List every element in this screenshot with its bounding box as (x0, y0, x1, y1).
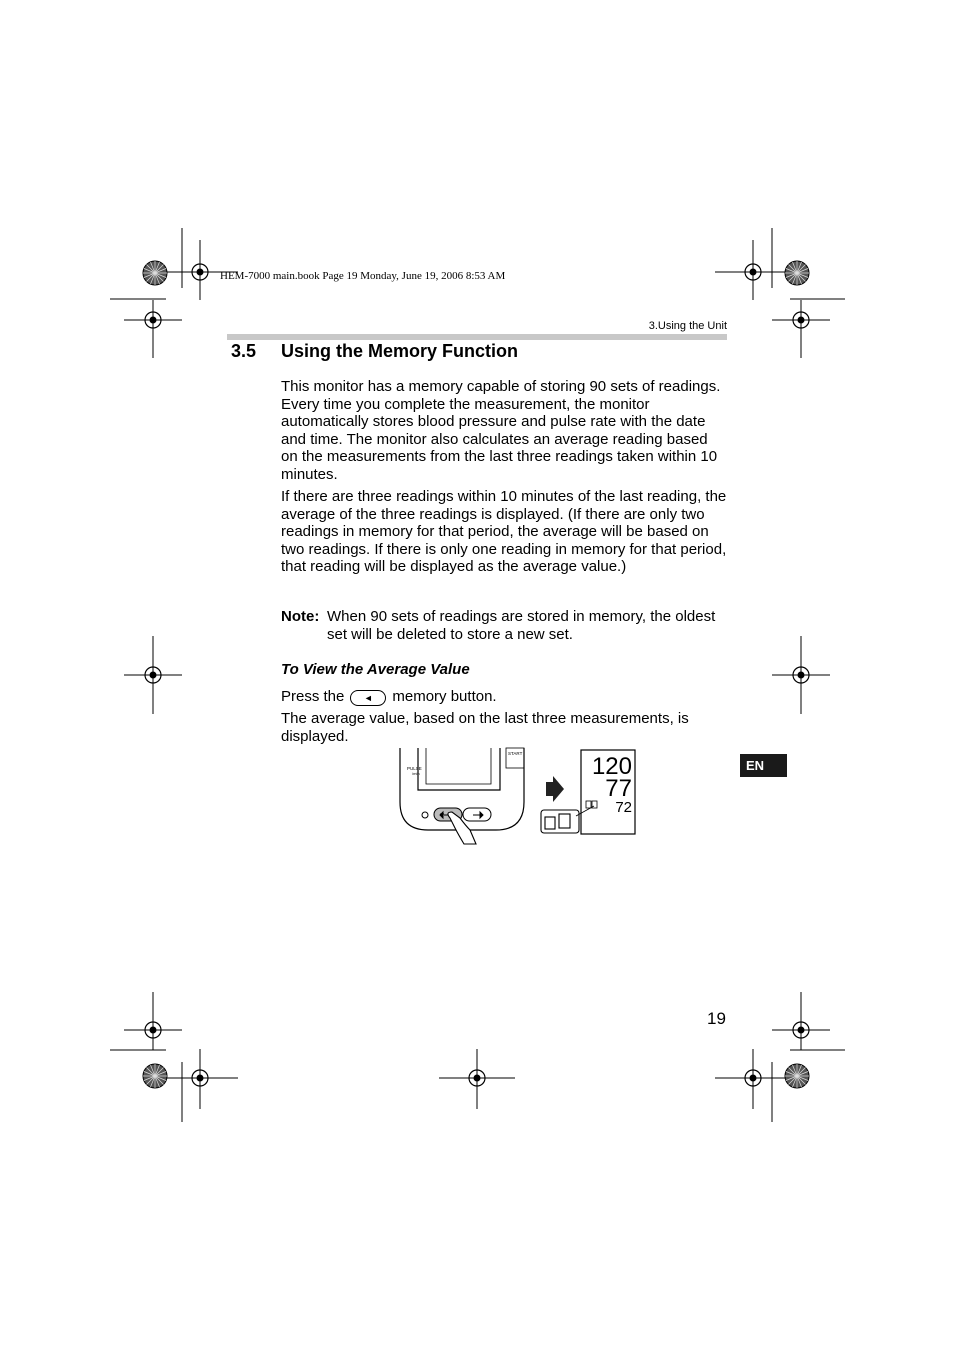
print-header: HEM-7000 main.book Page 19 Monday, June 19, 2006 8:53 AM (220, 270, 506, 282)
page-number: 19 (707, 1009, 726, 1028)
diastolic-value: 77 (605, 775, 632, 802)
pulse-unit-label: /min (412, 771, 420, 776)
paragraph-memory-capacity: This monitor has a memory capable of storing 90 sets of readings. Every time you complete the measurement, the monitor automatically stores blood pressure and pulse rate with the date and time. The monitor also calculates an average reading based on the measurements from the last three readings taken within 10 minutes. (281, 378, 721, 483)
language-tab: EN (740, 754, 787, 777)
pulse-value: 72 (615, 799, 632, 816)
device-illustration (398, 746, 638, 846)
running-head: 3.Using the Unit (648, 320, 727, 332)
section-number: 3.5 (231, 341, 257, 361)
pulse-label: PULSE (407, 766, 422, 771)
memory-icon-box (541, 810, 579, 833)
memory-button-icon: ◄ (350, 690, 386, 706)
subsection-title: To View the Average Value (281, 661, 470, 678)
note-text: When 90 sets of readings are stored in memory, the oldest set will be deleted to store a new set. (327, 608, 716, 643)
start-label: START (508, 751, 523, 756)
press-text-after: memory button. (392, 688, 497, 705)
paragraph-average-rules: If there are three readings within 10 minutes of the last reading, the average of the three readings is displayed. (If there are only two readings in memory for that period, the average will be based on two readings. If there is only one reading in memory for that period, that reading will be displayed as the average value.) (281, 488, 727, 576)
note-label: Note: (281, 608, 320, 625)
arrow-right-icon (546, 776, 564, 802)
systolic-value: 120 (591, 753, 632, 780)
result-text: The average value, based on the last three measurements, is displayed. (281, 710, 689, 745)
monitor-unit (400, 748, 524, 830)
header-rule (227, 334, 727, 340)
section-title: Using the Memory Function (281, 341, 519, 361)
press-instruction (281, 688, 497, 705)
lcd-display (576, 750, 635, 834)
press-text-before: Press the (281, 688, 345, 705)
